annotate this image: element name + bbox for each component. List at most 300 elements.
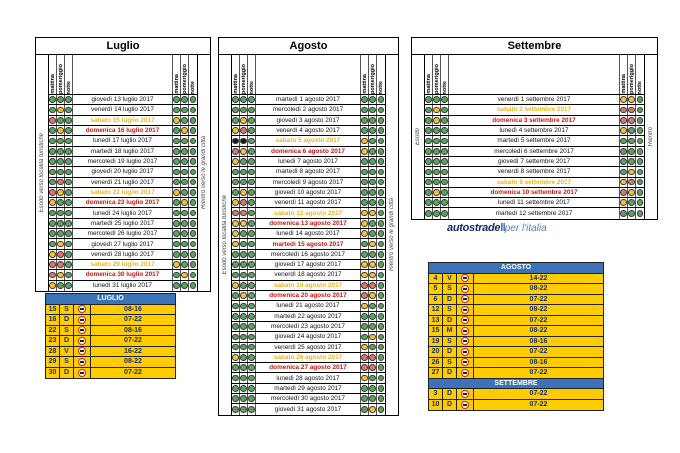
traffic-dot-green	[361, 323, 368, 330]
traffic-dot-green	[65, 117, 72, 124]
traffic-dot-green	[637, 148, 644, 155]
ban-icon-cell	[74, 336, 91, 346]
ban-day-number: 29	[46, 357, 60, 367]
calendar-row	[232, 136, 385, 146]
calendar-row	[425, 95, 644, 105]
traffic-dot-green	[248, 354, 255, 361]
traffic-dot-yellow	[57, 107, 64, 114]
traffic-dot-green	[190, 199, 197, 206]
column-header-cell	[628, 55, 636, 94]
traffic-dot-green	[369, 303, 376, 310]
ban-weekday-letter: S	[443, 358, 457, 368]
traffic-dot-yellow	[361, 261, 368, 268]
traffic-cell	[173, 270, 181, 279]
calendar-row	[232, 178, 385, 188]
ban-weekday-letter: S	[60, 305, 74, 315]
traffic-dot-yellow	[433, 189, 440, 196]
traffic-dot-green	[173, 96, 180, 103]
traffic-cell	[240, 322, 248, 331]
traffic-cell	[361, 394, 369, 403]
traffic-cell	[369, 312, 377, 321]
traffic-dot-red	[369, 282, 376, 289]
calendar-row	[232, 281, 385, 291]
traffic-cell	[232, 239, 240, 248]
traffic-dot-green	[425, 107, 432, 114]
traffic-dot-green	[240, 303, 247, 310]
ban-icon-cell	[457, 284, 474, 294]
traffic-dot-green	[433, 127, 440, 134]
date-label: giovedì 17 agosto 2017	[256, 260, 361, 269]
traffic-cell	[173, 260, 181, 269]
ban-day-number: 20	[429, 347, 443, 357]
traffic-cell	[369, 301, 377, 310]
traffic-dot-green	[378, 292, 385, 299]
traffic-dot-yellow	[57, 272, 64, 279]
date-label: martedì 1 agosto 2017	[256, 95, 361, 104]
traffic-dot-green	[361, 241, 368, 248]
traffic-dot-green	[441, 210, 448, 217]
traffic-cell	[65, 147, 73, 156]
traffic-dot-green	[190, 261, 197, 268]
column-header-cell	[425, 55, 433, 94]
traffic-cell	[232, 229, 240, 238]
traffic-dot-green	[378, 334, 385, 341]
traffic-dot-green	[65, 179, 72, 186]
traffic-dot-green	[65, 158, 72, 165]
traffic-cell	[49, 157, 57, 166]
calendar-grid	[231, 55, 386, 415]
traffic-dot-green	[49, 96, 56, 103]
traffic-dot-green	[232, 169, 239, 176]
ban-icon-cell	[74, 347, 91, 357]
traffic-cell	[240, 157, 248, 166]
traffic-cell	[49, 208, 57, 217]
calendar-row	[232, 250, 385, 260]
date-label: giovedì 13 luglio 2017	[73, 95, 173, 104]
month-title: Agosto	[219, 38, 398, 55]
traffic-cell	[248, 219, 256, 228]
ban-icon-cell	[74, 315, 91, 325]
traffic-cell	[49, 116, 57, 125]
traffic-dot-green	[240, 406, 247, 413]
traffic-dot-green	[49, 179, 56, 186]
traffic-cell	[57, 126, 65, 135]
traffic-cell	[377, 250, 385, 259]
traffic-cell	[361, 147, 369, 156]
traffic-dot-green	[425, 127, 432, 134]
traffic-dot-yellow	[628, 189, 635, 196]
traffic-cell	[189, 188, 197, 197]
traffic-cell	[425, 95, 433, 104]
ban-icon-cell	[74, 326, 91, 336]
traffic-dot-yellow	[369, 272, 376, 279]
traffic-dot-green	[248, 334, 255, 341]
calendar-body	[36, 55, 210, 291]
traffic-cell	[433, 95, 441, 104]
traffic-cell	[361, 188, 369, 197]
traffic-cell	[65, 136, 73, 145]
traffic-cell	[377, 363, 385, 372]
traffic-dot-green	[190, 220, 197, 227]
calendar-row	[49, 136, 197, 146]
traffic-cell	[248, 343, 256, 352]
ban-hours: 14-22	[529, 274, 548, 282]
traffic-cell	[189, 178, 197, 187]
date-label: giovedì 27 luglio 2017	[73, 239, 173, 248]
calendar-row	[49, 281, 197, 291]
date-label: martedì 18 luglio 2017	[73, 147, 173, 156]
date-label: lunedì 21 agosto 2017	[256, 301, 361, 310]
traffic-dot-red	[240, 210, 247, 217]
ban-hours: 08-22	[529, 306, 548, 314]
no-trucks-icon	[461, 369, 469, 377]
traffic-dot-yellow	[361, 138, 368, 145]
traffic-cell	[361, 136, 369, 145]
traffic-cell	[369, 239, 377, 248]
traffic-dot-yellow	[369, 241, 376, 248]
traffic-dot-green	[65, 220, 72, 227]
traffic-cell	[240, 353, 248, 362]
traffic-dot-green	[248, 272, 255, 279]
traffic-dot-red	[49, 117, 56, 124]
calendar-row	[232, 270, 385, 280]
traffic-dot-green	[637, 96, 644, 103]
traffic-cell	[240, 250, 248, 259]
traffic-cell	[240, 270, 248, 279]
traffic-cell	[636, 188, 644, 197]
traffic-cell	[232, 250, 240, 259]
column-header-cell	[57, 55, 65, 94]
traffic-cell	[377, 157, 385, 166]
traffic-dot-green	[173, 230, 180, 237]
traffic-cell	[57, 229, 65, 238]
traffic-cell	[248, 239, 256, 248]
traffic-dot-green	[65, 261, 72, 268]
rientro-side-label-text: Rientro verso le grandi città	[201, 136, 207, 210]
ban-weekday-letter: S	[60, 326, 74, 336]
date-label: venerdì 1 settembre 2017	[449, 95, 620, 104]
traffic-cell	[189, 229, 197, 238]
traffic-cell	[181, 260, 189, 269]
calendar-row	[425, 126, 644, 136]
traffic-dot-green	[248, 251, 255, 258]
traffic-cell	[232, 260, 240, 269]
traffic-cell	[240, 136, 248, 145]
traffic-dot-green	[181, 251, 188, 258]
traffic-dot-green	[65, 199, 72, 206]
traffic-dot-green	[65, 189, 72, 196]
traffic-dot-green	[248, 158, 255, 165]
calendar-row	[232, 239, 385, 249]
traffic-dot-green	[240, 169, 247, 176]
traffic-cell	[49, 136, 57, 145]
traffic-cell	[240, 404, 248, 414]
traffic-dot-yellow	[433, 107, 440, 114]
traffic-dot-green	[173, 107, 180, 114]
ban-hours: 07-22	[529, 401, 548, 409]
traffic-dot-green	[441, 189, 448, 196]
traffic-dot-green	[378, 138, 385, 145]
traffic-dot-yellow	[57, 189, 64, 196]
traffic-cell	[65, 229, 73, 238]
traffic-dot-green	[232, 364, 239, 371]
esodo-side-label-text: Esodo verso località turistiche	[39, 133, 45, 213]
date-label: mercoledì 30 agosto 2017	[256, 394, 361, 403]
date-label: giovedì 7 settembre 2017	[449, 157, 620, 166]
traffic-cell	[49, 239, 57, 248]
traffic-cell	[65, 198, 73, 207]
traffic-dot-yellow	[240, 148, 247, 155]
date-label: venerdì 8 settembre 2017	[449, 167, 620, 176]
calendar-row	[232, 291, 385, 301]
traffic-cell	[425, 167, 433, 176]
traffic-dot-green	[441, 127, 448, 134]
traffic-dot-yellow	[361, 230, 368, 237]
calendar-row	[232, 126, 385, 136]
traffic-cell	[369, 260, 377, 269]
ban-day-number: 4	[429, 274, 443, 284]
date-label: lunedì 28 agosto 2017	[256, 373, 361, 382]
traffic-dot-green	[173, 220, 180, 227]
traffic-cell	[248, 105, 256, 114]
ban-icon-cell	[457, 305, 474, 315]
traffic-cell	[232, 343, 240, 352]
traffic-dot-green	[361, 107, 368, 114]
traffic-dot-green	[240, 385, 247, 392]
traffic-cell	[232, 312, 240, 321]
traffic-dot-green	[57, 96, 64, 103]
traffic-dot-green	[361, 117, 368, 124]
traffic-dot-green	[248, 313, 255, 320]
traffic-dot-green	[637, 127, 644, 134]
traffic-cell	[441, 188, 449, 197]
ban-row	[429, 326, 603, 337]
esodo-side-label-text: Esodo	[415, 128, 421, 146]
date-label: sabato 29 luglio 2017	[73, 260, 173, 269]
calendar-row	[232, 312, 385, 322]
traffic-cell	[369, 116, 377, 125]
traffic-dot-red	[620, 117, 627, 124]
date-label: martedì 8 agosto 2017	[256, 167, 361, 176]
traffic-dot-green	[441, 107, 448, 114]
ban-day-number: 10	[429, 400, 443, 411]
traffic-dot-green	[190, 230, 197, 237]
no-trucks-icon	[461, 327, 469, 335]
calendar-row	[425, 167, 644, 177]
date-label: sabato 12 agosto 2017	[256, 208, 361, 217]
traffic-cell	[361, 198, 369, 207]
traffic-dot-green	[248, 96, 255, 103]
calendar-row	[49, 229, 197, 239]
traffic-dot-green	[232, 344, 239, 351]
traffic-cell	[173, 136, 181, 145]
traffic-cell	[189, 281, 197, 291]
date-label: sabato 15 luglio 2017	[73, 116, 173, 125]
calendar-row	[49, 157, 197, 167]
traffic-dot-green	[378, 272, 385, 279]
traffic-cell	[377, 198, 385, 207]
traffic-dot-green	[232, 406, 239, 413]
traffic-cell	[433, 208, 441, 218]
traffic-cell	[636, 157, 644, 166]
traffic-cell	[181, 281, 189, 291]
ban-day-number: 30	[46, 368, 60, 379]
column-header-label: mattina	[49, 74, 56, 94]
traffic-cell	[628, 147, 636, 156]
calendar-row	[232, 260, 385, 270]
truck-ban-table-luglio	[45, 293, 176, 379]
traffic-cell	[441, 198, 449, 207]
traffic-dot-green	[425, 189, 432, 196]
traffic-cell	[361, 404, 369, 414]
calendar-row	[232, 322, 385, 332]
date-column-header	[449, 55, 620, 94]
ban-hours: 08-22	[529, 327, 548, 335]
traffic-dot-green	[378, 117, 385, 124]
traffic-cell	[173, 198, 181, 207]
traffic-cell	[240, 343, 248, 352]
date-label: martedì 15 agosto 2017	[256, 239, 361, 248]
traffic-dot-green	[628, 127, 635, 134]
traffic-dot-green	[248, 127, 255, 134]
ban-day-number: 26	[429, 358, 443, 368]
traffic-cell	[232, 95, 240, 104]
traffic-dot-red	[628, 117, 635, 124]
traffic-dot-green	[248, 107, 255, 114]
no-trucks-icon	[78, 316, 86, 324]
traffic-cell	[361, 167, 369, 176]
column-header-label: pomeriggio	[628, 64, 635, 94]
traffic-cell	[248, 353, 256, 362]
traffic-dot-green	[173, 210, 180, 217]
traffic-cell	[181, 157, 189, 166]
ban-icon-cell	[457, 274, 474, 284]
traffic-cell	[620, 126, 628, 135]
traffic-dot-green	[361, 251, 368, 258]
traffic-dot-green	[181, 148, 188, 155]
traffic-cell	[425, 208, 433, 218]
traffic-cell	[248, 147, 256, 156]
traffic-dot-yellow	[361, 220, 368, 227]
traffic-cell	[636, 178, 644, 187]
column-header-label: pomeriggio	[181, 64, 188, 94]
column-header-label: pomeriggio	[433, 64, 440, 94]
traffic-dot-green	[620, 158, 627, 165]
traffic-dot-green	[65, 282, 72, 289]
no-trucks-icon	[78, 305, 86, 313]
traffic-dot-green	[240, 230, 247, 237]
ban-weekday-letter: D	[443, 368, 457, 378]
ban-icon-cell	[457, 368, 474, 378]
traffic-dot-yellow	[232, 354, 239, 361]
ban-day-number: 27	[429, 368, 443, 378]
traffic-dot-green	[49, 158, 56, 165]
traffic-cell	[181, 188, 189, 197]
traffic-cell	[636, 126, 644, 135]
traffic-cell	[377, 167, 385, 176]
traffic-dot-green	[57, 210, 64, 217]
traffic-cell	[181, 250, 189, 259]
traffic-cell	[361, 353, 369, 362]
traffic-cell	[240, 384, 248, 393]
no-trucks-icon	[78, 358, 86, 366]
traffic-cell	[49, 95, 57, 104]
calendar-row	[232, 208, 385, 218]
traffic-dot-green	[248, 241, 255, 248]
traffic-dot-green	[190, 210, 197, 217]
traffic-dot-red	[361, 292, 368, 299]
logo-separator-icon: ‖	[500, 222, 505, 234]
traffic-dot-green	[378, 230, 385, 237]
traffic-dot-red	[232, 210, 239, 217]
traffic-dot-green	[378, 364, 385, 371]
traffic-cell	[189, 208, 197, 217]
traffic-cell	[189, 260, 197, 269]
traffic-dot-green	[361, 334, 368, 341]
traffic-dot-green	[248, 179, 255, 186]
column-header-label: mattina	[620, 74, 627, 94]
traffic-dot-yellow	[232, 230, 239, 237]
date-label: venerdì 28 luglio 2017	[73, 250, 173, 259]
calendar-row	[49, 126, 197, 136]
calendar-row	[49, 116, 197, 126]
ban-hours: 08-16	[124, 326, 142, 334]
traffic-cell	[248, 229, 256, 238]
traffic-dot-green	[378, 282, 385, 289]
traffic-cell	[232, 136, 240, 145]
traffic-cell	[377, 208, 385, 217]
traffic-cell	[377, 105, 385, 114]
traffic-dot-yellow	[369, 292, 376, 299]
date-label: sabato 5 agosto 2017	[256, 136, 361, 145]
traffic-cell	[65, 105, 73, 114]
calendar-row	[49, 167, 197, 177]
traffic-cell	[240, 105, 248, 114]
ban-row	[429, 284, 603, 295]
date-label: domenica 10 settembre 2017	[449, 188, 620, 197]
traffic-dot-yellow	[173, 117, 180, 124]
traffic-cell	[636, 147, 644, 156]
traffic-dot-green	[181, 261, 188, 268]
traffic-cell	[189, 157, 197, 166]
traffic-cell	[248, 178, 256, 187]
ban-hours: 08-22	[124, 358, 142, 366]
ban-weekday-letter: D	[60, 368, 74, 379]
traffic-cell	[628, 116, 636, 125]
traffic-cell	[232, 301, 240, 310]
traffic-cell	[361, 126, 369, 135]
traffic-cell	[425, 126, 433, 135]
ban-row	[46, 368, 175, 379]
date-column-header	[73, 55, 173, 94]
traffic-cell	[232, 270, 240, 279]
traffic-cell	[248, 208, 256, 217]
traffic-dot-green	[369, 230, 376, 237]
traffic-cell	[232, 219, 240, 228]
traffic-dot-green	[232, 303, 239, 310]
traffic-dot-green	[441, 169, 448, 176]
traffic-cell	[377, 373, 385, 382]
traffic-cell	[361, 157, 369, 166]
calendar-row	[425, 147, 644, 157]
date-label: giovedì 20 luglio 2017	[73, 167, 173, 176]
rientro-side-label	[386, 55, 398, 415]
traffic-cell	[57, 260, 65, 269]
date-label: lunedì 14 agosto 2017	[256, 229, 361, 238]
ban-icon-cell	[457, 400, 474, 411]
traffic-dot-green	[637, 107, 644, 114]
traffic-cell	[248, 332, 256, 341]
